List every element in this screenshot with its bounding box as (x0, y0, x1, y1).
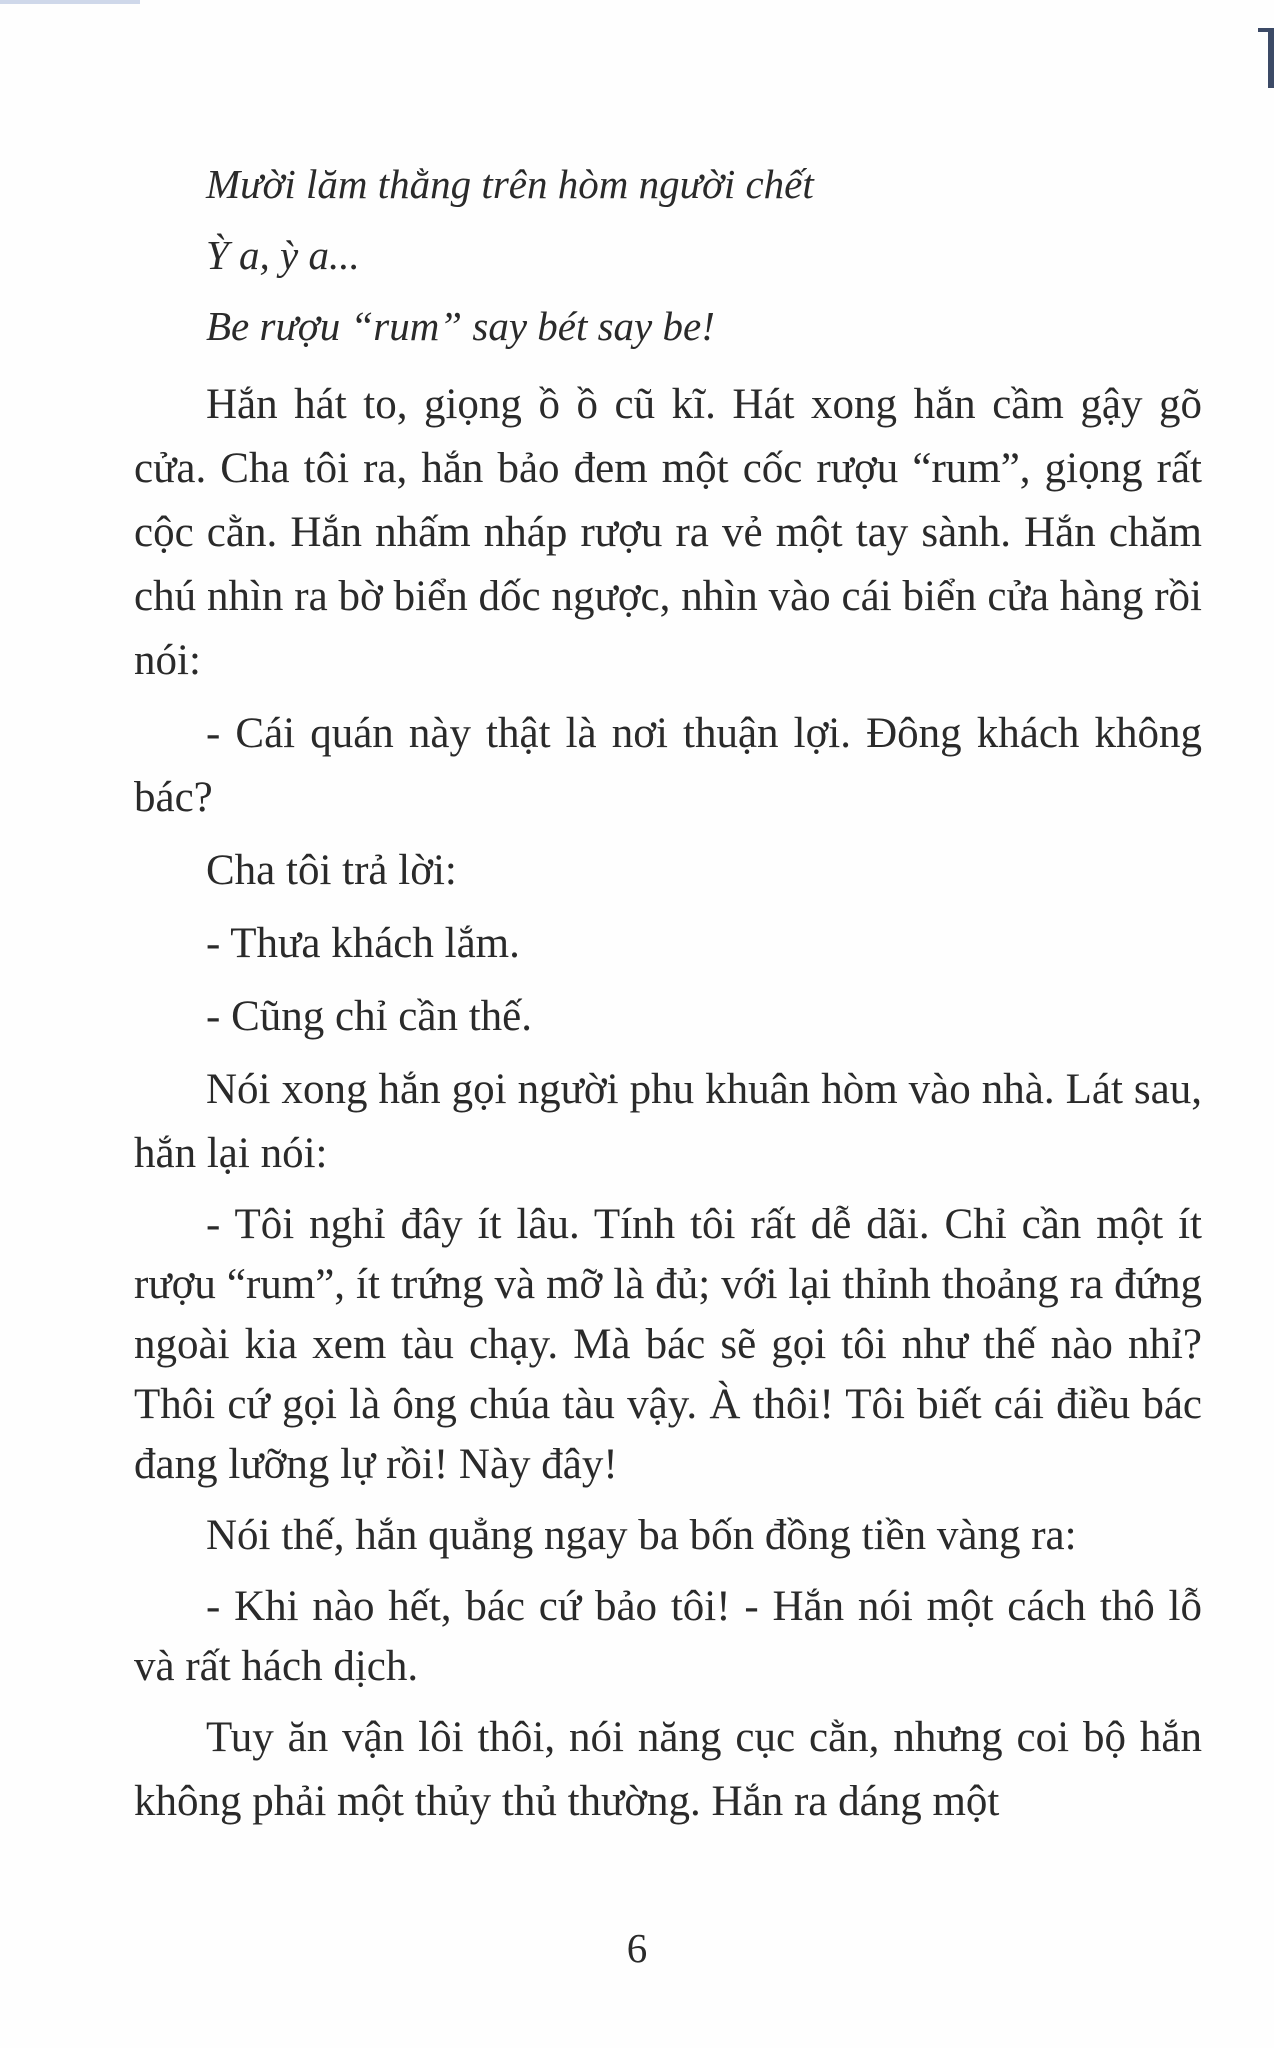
scan-edge-mark (0, 0, 140, 4)
dialogue-line: - Cái quán này thật là nơi thuận lợi. Đông khách không bác? (134, 710, 1202, 821)
dialogue-line: - Cũng chỉ cần thế. (206, 993, 532, 1040)
paragraph: Nói thế, hắn quẳng ngay ba bốn đồng tiền vàng ra: (206, 1512, 1077, 1559)
verse-line: Mười lăm thằng trên hòm người chết (206, 161, 814, 207)
verse-line: Ỳ a, ỳ a... (206, 232, 360, 278)
dialogue-line: - Khi nào hết, bác cứ bảo tôi! - Hắn nói một cách thô lỗ và rất hách dịch. (134, 1583, 1202, 1690)
page-corner-mark (0, 1991, 46, 2048)
page-number: 6 (626, 1925, 648, 1971)
page-body (134, 160, 1202, 1843)
dialogue-line: - Thưa khách lắm. (206, 920, 520, 967)
paragraph: Nói xong hắn gọi người phu khuân hòm vào nhà. Lát sau, hắn lại nói: (134, 1066, 1202, 1177)
scan-edge-mark (1268, 28, 1274, 88)
verse-line: Be rượu “rum” say bét say be! (206, 303, 715, 349)
paragraph: Cha tôi trả lời: (206, 847, 457, 894)
paragraph: Hắn hát to, giọng ồ ồ cũ kĩ. Hát xong hắn cầm gậy gõ cửa. Cha tôi ra, hắn bảo đem một cốc rượu “rum”, giọng rất cộc cằn. Hắn nhấm nháp rượu ra vẻ một tay sành. Hắn chăm chú nhìn ra bờ biển dốc ngược, nhìn vào cái biển cửa hàng rồi nói: (134, 381, 1202, 684)
dialogue-line: - Tôi nghỉ đây ít lâu. Tính tôi rất dễ dãi. Chỉ cần một ít rượu “rum”, ít trứng và mỡ là đủ; với lại thỉnh thoảng ra đứng ngoài kia xem tàu chạy. Mà bác sẽ gọi tôi như thế nào nhỉ? Thôi cứ gọi là ông chúa tàu vậy. À thôi! Tôi biết cái điều bác đang lưỡng lự rồi! Này đây! (134, 1201, 1202, 1488)
paragraph: Tuy ăn vận lôi thôi, nói năng cục cằn, nhưng coi bộ hắn không phải một thủy thủ thường. Hắn ra dáng một (134, 1714, 1202, 1825)
